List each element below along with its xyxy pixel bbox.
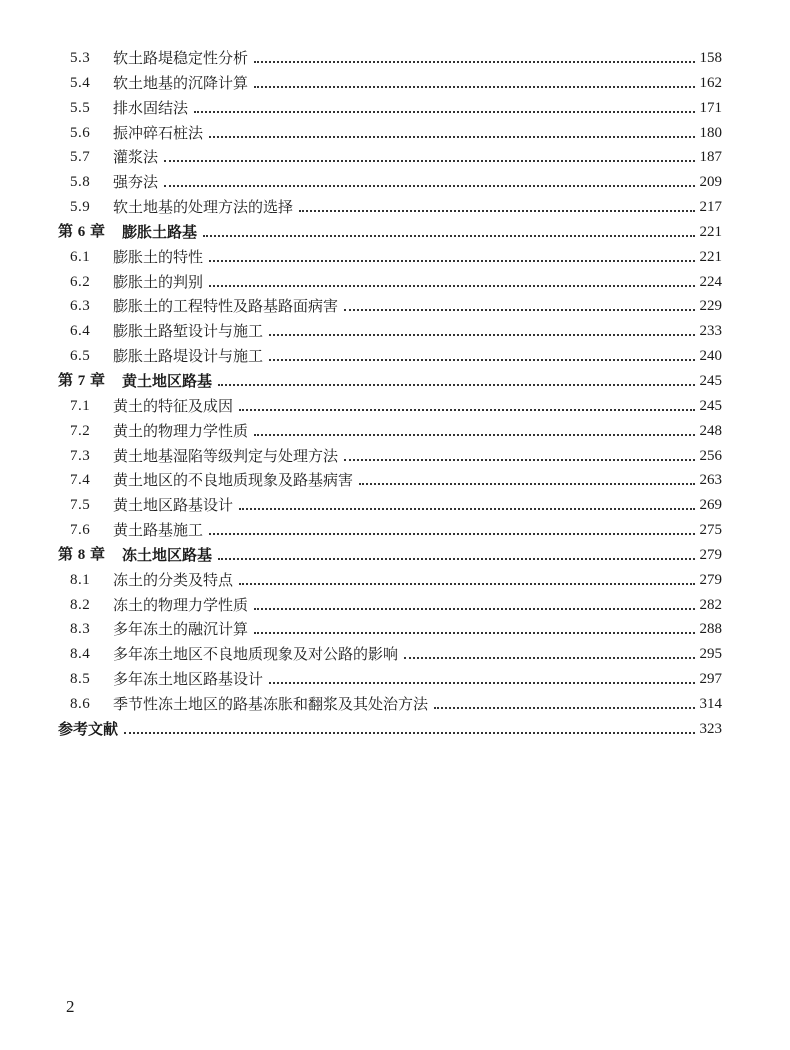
table-of-contents [0,46,790,742]
toc-section-entry[interactable] [0,419,790,444]
toc-entry-page: 288 [699,621,722,638]
toc-references-entry[interactable] [0,717,790,742]
toc-entry-page: 269 [699,497,722,514]
toc-section-entry[interactable] [0,71,790,96]
toc-dot-leader [164,185,695,187]
toc-dot-leader [194,111,695,113]
toc-entry-page: 297 [699,671,722,688]
toc-dot-leader [434,707,695,709]
toc-entry-page: 279 [699,571,722,588]
toc-entry-number: 7.4 [70,472,91,489]
toc-entry-title: 多年冻土地区路基设计 [113,670,264,689]
toc-entry-title: 黄土地基湿陷等级判定与处理方法 [113,446,339,465]
toc-dot-leader [359,483,695,485]
toc-section-entry[interactable] [0,493,790,518]
toc-section-entry[interactable] [0,294,790,319]
toc-dot-leader [254,86,695,88]
toc-entry-title: 软土地基的沉降计算 [113,73,249,92]
toc-entry-title: 冻土的分类及特点 [113,570,234,589]
toc-entry-number: 5.7 [70,149,91,166]
toc-entry-title: 冻土地区路基 [122,545,213,564]
toc-section-entry[interactable] [0,468,790,493]
toc-dot-leader [254,608,695,610]
toc-entry-page: 245 [699,372,722,389]
toc-entry-title: 强夯法 [113,173,159,192]
toc-entry-title: 膨胀土的特性 [113,247,204,266]
toc-entry-number: 5.3 [70,50,91,66]
toc-entry-page: 217 [699,199,722,216]
toc-section-entry[interactable] [0,593,790,618]
toc-dot-leader [209,533,695,535]
toc-entry-number: 5.9 [70,199,91,216]
toc-dot-leader [269,682,695,684]
toc-entry-page: 171 [699,99,722,116]
toc-dot-leader [254,61,695,63]
toc-entry-number: 第 7 章 [58,372,106,389]
toc-entry-page: 323 [699,720,722,737]
toc-dot-leader [269,359,695,361]
toc-entry-page: 187 [699,149,722,166]
toc-chapter-entry[interactable] [0,369,790,394]
toc-entry-page: 221 [699,223,722,240]
toc-section-entry[interactable] [0,444,790,469]
toc-entry-number: 7.1 [70,397,91,414]
toc-entry-page: 158 [699,50,722,66]
toc-entry-page: 314 [699,695,722,712]
toc-entry-page: 233 [699,323,722,340]
toc-entry-number: 5.8 [70,174,91,191]
toc-section-entry[interactable] [0,46,790,71]
toc-dot-leader [239,508,695,510]
toc-section-entry[interactable] [0,518,790,543]
toc-entry-number: 5.5 [70,99,91,116]
toc-entry-page: 295 [699,646,722,663]
toc-entry-number: 6.5 [70,348,91,365]
toc-entry-title: 膨胀土路堤设计与施工 [113,347,264,366]
toc-entry-number: 8.3 [70,621,91,638]
toc-entry-title: 膨胀土的工程特性及路基路面病害 [113,297,339,316]
toc-entry-number: 6.1 [70,248,91,265]
toc-entry-number: 6.4 [70,323,91,340]
toc-dot-leader [239,409,695,411]
toc-entry-number: 7.2 [70,422,91,439]
toc-entry-title: 多年冻土地区不良地质现象及对公路的影响 [113,645,399,664]
toc-section-entry[interactable] [0,270,790,295]
toc-entry-number: 8.1 [70,571,91,588]
toc-entry-page: 221 [699,248,722,265]
toc-entry-title: 黄土路基施工 [113,521,204,540]
toc-dot-leader [239,583,695,585]
toc-section-entry[interactable] [0,170,790,195]
toc-dot-leader [209,260,695,262]
toc-section-entry[interactable] [0,642,790,667]
toc-entry-title: 黄土的物理力学性质 [113,421,249,440]
toc-entry-number: 第 6 章 [58,223,106,240]
toc-entry-title: 灌浆法 [113,148,159,167]
toc-dot-leader [299,210,695,212]
toc-entry-title: 软土路堤稳定性分析 [113,49,249,67]
toc-dot-leader [269,334,695,336]
toc-entry-page: 240 [699,348,722,365]
toc-dot-leader [209,136,695,138]
toc-section-entry[interactable] [0,319,790,344]
toc-section-entry[interactable] [0,667,790,692]
toc-entry-page: 282 [699,596,722,613]
toc-entry-number: 5.6 [70,124,91,141]
toc-entry-title: 黄土地区路基设计 [113,496,234,515]
toc-entry-title: 膨胀土路堑设计与施工 [113,322,264,341]
toc-entry-title: 排水固结法 [113,98,189,117]
toc-section-entry[interactable] [0,145,790,170]
toc-entry-number: 7.6 [70,522,91,539]
toc-entry-page: 245 [699,397,722,414]
toc-entry-number: 6.2 [70,273,91,290]
toc-entry-page: 263 [699,472,722,489]
toc-entry-number: 6.3 [70,298,91,315]
toc-entry-title: 膨胀土的判别 [113,272,204,291]
toc-entry-number: 5.4 [70,74,91,91]
toc-entry-page: 275 [699,522,722,539]
toc-entry-title: 黄土的特征及成因 [113,396,234,415]
toc-entry-number: 7.5 [70,497,91,514]
toc-section-entry[interactable] [0,568,790,593]
toc-dot-leader [404,657,695,659]
toc-entry-page: 162 [699,74,722,91]
toc-entry-number: 7.3 [70,447,91,464]
toc-section-entry[interactable] [0,96,790,121]
toc-entry-number: 8.5 [70,671,91,688]
toc-entry-page: 248 [699,422,722,439]
toc-entry-title: 参考文献 [58,719,119,738]
toc-dot-leader [209,285,695,287]
toc-entry-page: 279 [699,546,722,563]
toc-section-entry[interactable] [0,344,790,369]
toc-entry-page: 209 [699,174,722,191]
toc-dot-leader [254,434,695,436]
page-number: 2 [66,997,75,1016]
toc-entry-page: 229 [699,298,722,315]
toc-section-entry[interactable] [0,195,790,220]
toc-section-entry[interactable] [0,394,790,419]
toc-entry-title: 膨胀土路基 [122,222,198,241]
toc-entry-title: 黄土地区路基 [122,371,213,390]
toc-dot-leader [203,235,695,237]
toc-entry-title: 软土地基的处理方法的选择 [113,198,294,217]
toc-section-entry[interactable] [0,692,790,717]
toc-entry-title: 季节性冻土地区的路基冻胀和翻浆及其处治方法 [113,694,429,713]
toc-section-entry[interactable] [0,617,790,642]
toc-dot-leader [218,384,695,386]
toc-entry-title: 多年冻土的融沉计算 [113,620,249,639]
toc-dot-leader [164,160,695,162]
toc-entry-page: 256 [699,447,722,464]
toc-entry-page: 224 [699,273,722,290]
toc-entry-number: 8.2 [70,596,91,613]
toc-dot-leader [344,309,695,311]
toc-chapter-entry[interactable] [0,543,790,568]
toc-section-entry[interactable] [0,245,790,270]
toc-dot-leader [254,632,695,634]
toc-entry-number: 8.4 [70,646,91,663]
toc-entry-title: 黄土地区的不良地质现象及路基病害 [113,471,354,490]
toc-section-entry[interactable] [0,121,790,146]
toc-dot-leader [218,558,695,560]
toc-dot-leader [124,732,695,734]
toc-entry-title: 冻土的物理力学性质 [113,595,249,614]
toc-entry-number: 第 8 章 [58,546,106,563]
toc-chapter-entry[interactable] [0,220,790,245]
toc-entry-page: 180 [699,124,722,141]
toc-entry-number: 8.6 [70,695,91,712]
toc-dot-leader [344,459,695,461]
toc-entry-title: 振冲碎石桩法 [113,123,204,142]
